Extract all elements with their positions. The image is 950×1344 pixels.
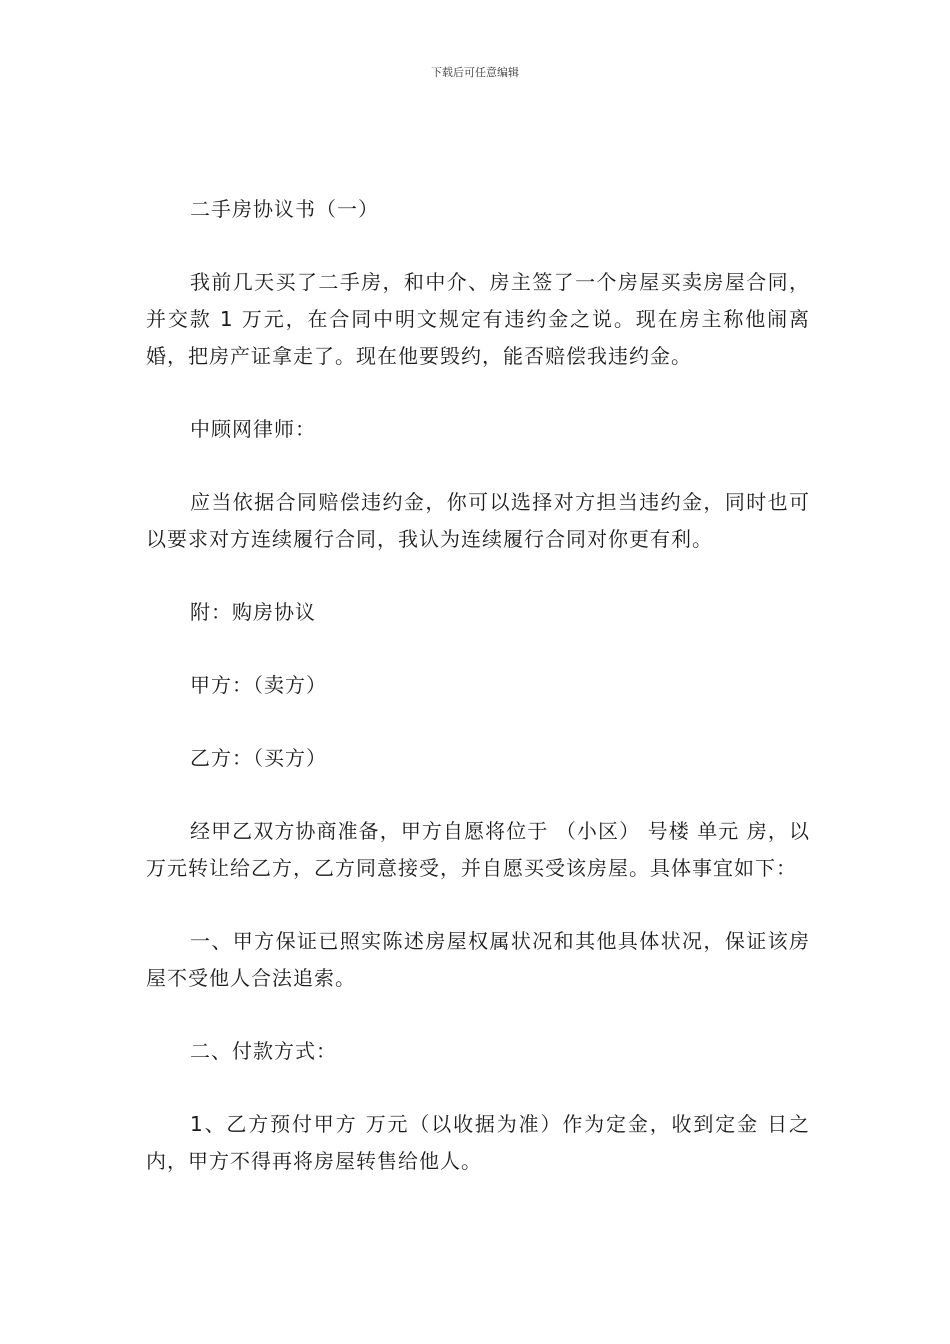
page-header: 下载后可任意编辑 bbox=[431, 66, 519, 79]
payment-item-one: 1、乙方预付甲方 万元（以收据为准）作为定金，收到定金 日之内，甲方不得再将房屋转售给他人。 bbox=[146, 1112, 810, 1173]
question-paragraph: 我前几天买了二手房，和中介、房主签了一个房屋买卖房屋合同，并交款 1 万元，在合同中明文规定有违约金之说。现在房主称他闹离婚，把房产证拿走了。现在他要毁约，能否赔偿我违约金。 bbox=[146, 270, 810, 368]
appendix-heading: 附：购房协议 bbox=[190, 600, 316, 624]
agreement-intro-paragraph: 经甲乙双方协商准备，甲方自愿将位于 （小区） 号楼 单元 房，以 万元转让给乙方，乙方同意接受，并自愿买受该房屋。具体事宜如下： bbox=[146, 819, 810, 880]
party-a-line: 甲方：（卖方） bbox=[190, 673, 327, 697]
answer-paragraph: 应当依据合同赔偿违约金，你可以选择对方担当违约金，同时也可以要求对方连续履行合同，我认为连续履行合同对你更有利。 bbox=[146, 490, 810, 551]
document-body bbox=[146, 191, 810, 1180]
party-b-line: 乙方：（买方） bbox=[190, 746, 327, 770]
lawyer-heading: 中顾网律师： bbox=[190, 417, 316, 441]
clause-one-paragraph: 一、甲方保证已照实陈述房屋权属状况和其他具体状况，保证该房屋不受他人合法追索。 bbox=[146, 929, 810, 990]
document-title: 二手房协议书（一） bbox=[190, 197, 379, 221]
payment-heading: 二、付款方式： bbox=[190, 1039, 337, 1063]
